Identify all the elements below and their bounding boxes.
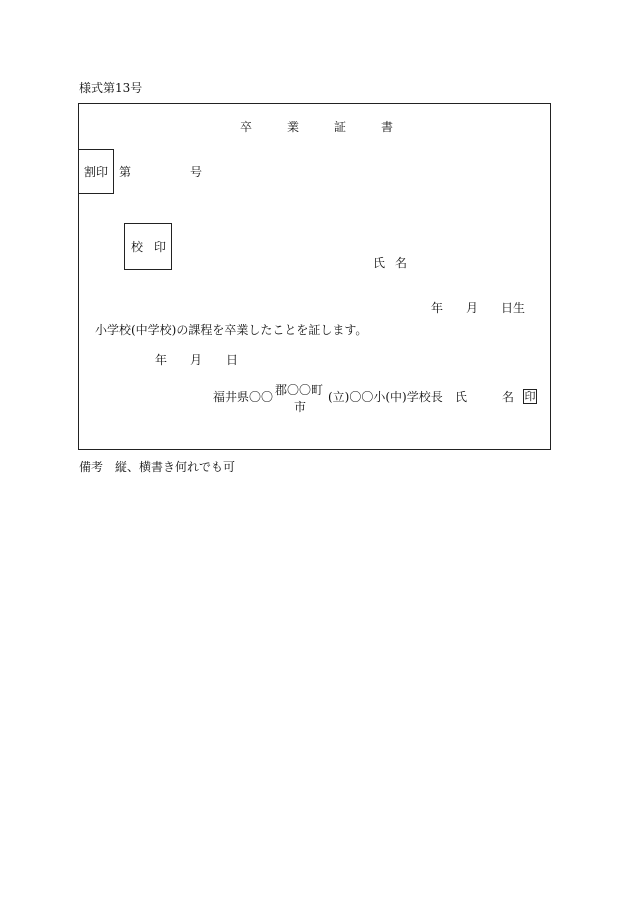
issuer-school: (立)〇〇小(中)学校長: [328, 390, 443, 404]
issuer-city-choice: 市: [294, 400, 307, 414]
issuer-gun-choice: 郡〇〇町: [275, 383, 324, 397]
birth-day-label: 日生: [501, 301, 526, 315]
title-char-3: 証: [334, 120, 347, 134]
birth-year-label: 年: [431, 301, 444, 315]
number-prefix: 第: [119, 165, 132, 179]
name-label-char-1: 氏: [373, 256, 386, 270]
remarks-label: 備考: [79, 460, 104, 474]
remarks-text: 縦、横書き何れでも可: [115, 460, 236, 474]
form-number: 様式第13号: [79, 81, 143, 95]
certificate-body-text: 小学校(中学校)の課程を卒業したことを証します。: [95, 323, 368, 337]
birth-month-label: 月: [466, 301, 479, 315]
title-char-4: 書: [381, 120, 394, 134]
number-suffix: 号: [190, 165, 203, 179]
issue-year-label: 年: [155, 353, 168, 367]
tally-seal-label: 割印: [84, 165, 109, 179]
school-seal-char-1: 校: [131, 240, 144, 254]
issue-day-label: 日: [226, 353, 239, 367]
name-label-char-2: 名: [395, 256, 408, 270]
principal-seal-box: 印: [524, 390, 536, 403]
school-seal-char-2: 印: [154, 240, 167, 254]
title-char-2: 業: [287, 120, 300, 134]
issuer-name-label-char-1: 氏: [455, 390, 468, 404]
issue-month-label: 月: [190, 353, 203, 367]
issuer-prefecture: 福井県〇〇: [213, 390, 274, 404]
title-char-1: 卒: [240, 120, 253, 134]
certificate-frame: [78, 103, 551, 450]
issuer-name-label-char-2: 名: [502, 390, 515, 404]
